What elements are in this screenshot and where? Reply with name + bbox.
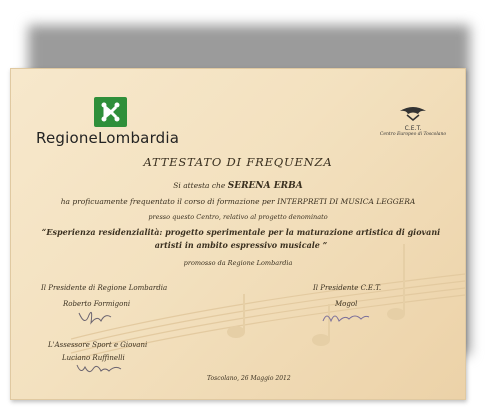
logo-text: RegioneLombardia: [36, 129, 180, 147]
attest-line: [11, 181, 465, 191]
person-name: SERENA ERBA: [227, 181, 303, 191]
sig3-signature: [75, 361, 125, 377]
place-date: Toscolano, 26 Maggio 2012: [207, 375, 291, 382]
course-line: [11, 197, 465, 206]
sig3-name: Luciano Ruffinelli: [62, 354, 125, 362]
sig2-signature: [321, 309, 371, 325]
course-line-prefix: ha proficuamente frequentato il corso di formazione per: [60, 197, 275, 206]
sig1-role: Il Presidente di Regione Lombardia: [41, 284, 168, 292]
project-name: “Esperienza residenzialità: progetto sperimentale per la maturazione artistica di giovani artisti in ambito espressivo musicale ”: [41, 227, 441, 250]
regione-lombardia-logo: [36, 97, 179, 147]
promoted-by: promosso da Regione Lombardia: [183, 259, 293, 267]
cet-logo: [375, 105, 451, 138]
center-line: presso questo Centro, relativo al progetto denominato: [148, 213, 328, 221]
course-name: INTERPRETI DI MUSICA LEGGERA: [277, 197, 416, 206]
certificate-title: ATTESTATO DI FREQUENZA: [143, 155, 333, 169]
certificate: [10, 68, 466, 400]
sig1-signature: [75, 309, 115, 329]
sig1-name: Roberto Formigoni: [63, 300, 131, 308]
sig3-role: L'Assessore Sport e Giovani: [48, 341, 148, 349]
regione-lombardia-emblem-icon: [94, 97, 127, 127]
attest-prefix: Si attesta che: [173, 181, 226, 190]
sig2-role: Il Presidente C.E.T.: [313, 284, 382, 292]
cet-full-name: Centro Europeo di Toscolano: [379, 132, 447, 137]
sig2-name: Mogol: [335, 300, 358, 308]
cet-abbr: C.E.T.: [404, 125, 422, 132]
cet-emblem-icon: [398, 105, 428, 121]
